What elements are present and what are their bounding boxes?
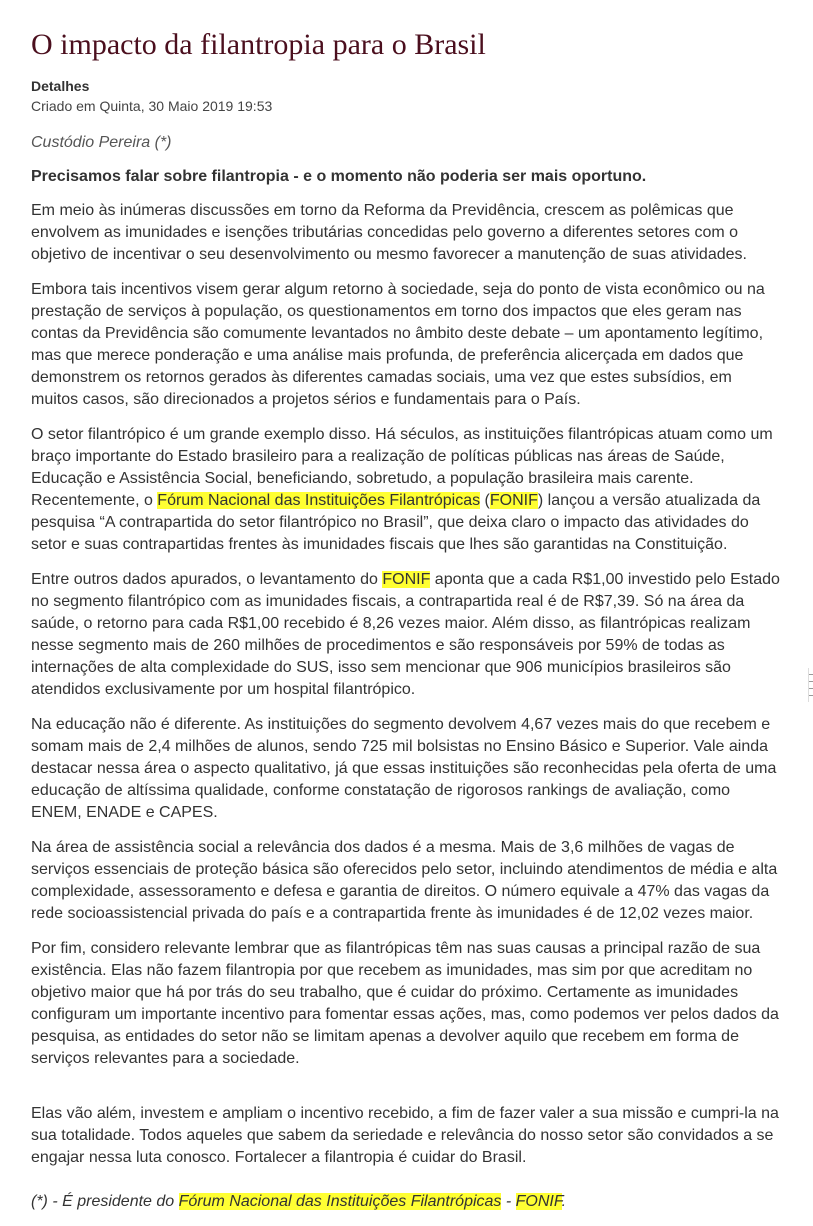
spacer — [31, 1083, 783, 1103]
paragraph: Na área de assistência social a relevância dos dados é a mesma. Mais de 3,6 milhões de vagas de serviços essenciais de proteção básica são oferecidos pelo setor, incluindo atendimentos de média e alta complexidade, assessoramento e defesa e garantia de direitos. O número equivale a 47% das vagas da rede socioassistencial privada do país e a contrapartida frente às imunidades é de 12,02 vezes maior. — [31, 839, 778, 922]
paragraph — [31, 569, 783, 701]
text: . — [561, 1193, 567, 1210]
author: Custódio Pereira (*) — [31, 134, 172, 151]
text: O setor filantrópico é um grande exemplo disso. Há séculos, as instituições filantrópicas atuam como um braço importante do Estado brasileiro para a realização de políticas públicas nas áreas de Saúde, Educação e Assistência Social, beneficiando, sobretudo, a população brasileira mais carente. Recentemente, o — [31, 426, 773, 509]
side-panel-tab[interactable] — [808, 668, 813, 702]
text: ) lançou a versão atualizada da pesquisa “A contrapartida do setor filantrópico no Brasil”, que deixa claro o impacto das atividades do setor e suas contrapartidas frentes às imunidades fiscais que lhes são garantidas na Constituição. — [31, 492, 761, 553]
paragraph: Na educação não é diferente. As instituições do segmento devolvem 4,67 vezes mais do que recebem e somam mais de 2,4 milhões de alunos, sendo 725 mil bolsistas no Ensino Básico e Superior. Vale ainda destacar nessa área o aspecto qualitativo, já que essas instituições são reconhecidas pela oferta de uma educação de altíssima qualidade, conforme constatação de rigorosos rankings de avaliação, como ENEM, ENADE e CAPES. — [31, 716, 777, 821]
fonif-full-link[interactable]: Fórum Nacional das Instituições Filantrópicas — [157, 492, 481, 509]
fonif-link[interactable]: FONIF — [382, 571, 431, 588]
paragraph: Em meio às inúmeras discussões em torno da Reforma da Previdência, crescem as polêmicas que envolvem as imunidades e isenções tributárias concedidas pelo governo a diferentes setores com o objetivo de incentivar o seu desenvolvimento ou mesmo favorecer a manutenção de suas atividades. — [31, 202, 747, 263]
article-title: O impacto da filantropia para o Brasil — [31, 28, 486, 61]
details-label: Detalhes — [31, 78, 90, 94]
fonif-link[interactable]: FONIF — [489, 492, 538, 509]
paragraph: Embora tais incentivos visem gerar algum retorno à sociedade, seja do ponto de vista econômico ou na prestação de serviços à população, os questionamentos em torno dos impactos que eles geram nas contas da Previdência são comumente levantados no âmbito deste debate – um apontamento legítimo, mas que merece ponderação e uma análise mais profunda, de preferência alicerçada em dados que demonstrem os retornos gerados às diferentes camadas sociais, uma vez que estes subsídios, em muitos casos, são direcionados a projetos sérios e fundamentais para o País. — [31, 281, 765, 408]
article — [31, 26, 783, 1226]
paragraph: Elas vão além, investem e ampliam o incentivo recebido, a fim de fazer valer a sua missão e cumpri-la na sua totalidade. Todos aqueles que sabem da seriedade e relevância do nosso setor são convidados a se engajar nessa luta conosco. Fortalecer a filantropia é cuidar do Brasil. — [31, 1105, 779, 1166]
text: aponta que a cada R$1,00 investido pelo Estado no segmento filantrópico com as imunidades fiscais, a contrapartida real é de R$7,39. Só na área da saúde, o retorno para cada R$1,00 recebido é 8,26 vezes maior. Além disso, as filantrópicas realizam nesse segmento mais de 260 milhões de procedimentos e são responsáveis por 59% de todas as internações de alta complexidade do SUS, isso sem mencionar que 906 municípios brasileiros são atendidos exclusivamente por um hospital filantrópico. — [31, 571, 780, 698]
footnote — [31, 1191, 783, 1213]
text: ( — [480, 492, 490, 509]
fonif-link[interactable]: FONIF — [515, 1193, 562, 1210]
text: - — [501, 1193, 516, 1210]
paragraph — [31, 424, 783, 556]
fonif-full-link[interactable]: Fórum Nacional das Instituições Filantrópicas — [178, 1193, 502, 1210]
text: (*) - É presidente do — [31, 1193, 179, 1210]
text: Entre outros dados apurados, o levantamento do — [31, 571, 383, 588]
paragraph: Por fim, considero relevante lembrar que as filantrópicas têm nas suas causas a principal razão de sua existência. Elas não fazem filantropia por que recebem as imunidades, mas sim por que acreditam no objetivo maior que há por trás do seu trabalho, que é cuidar do próximo. Certamente as imunidades configuram um importante incentivo para fomentar essas ações, mas, como podemos ver pelos dados da pesquisa, as entidades do setor não se limitam apenas a devolver aquilo que recebem em forma de serviços relevantes para a sociedade. — [31, 940, 779, 1067]
lead-paragraph: Precisamos falar sobre filantropia - e o momento não poderia ser mais oportuno. — [31, 168, 647, 185]
created-date: Criado em Quinta, 30 Maio 2019 19:53 — [31, 98, 273, 114]
